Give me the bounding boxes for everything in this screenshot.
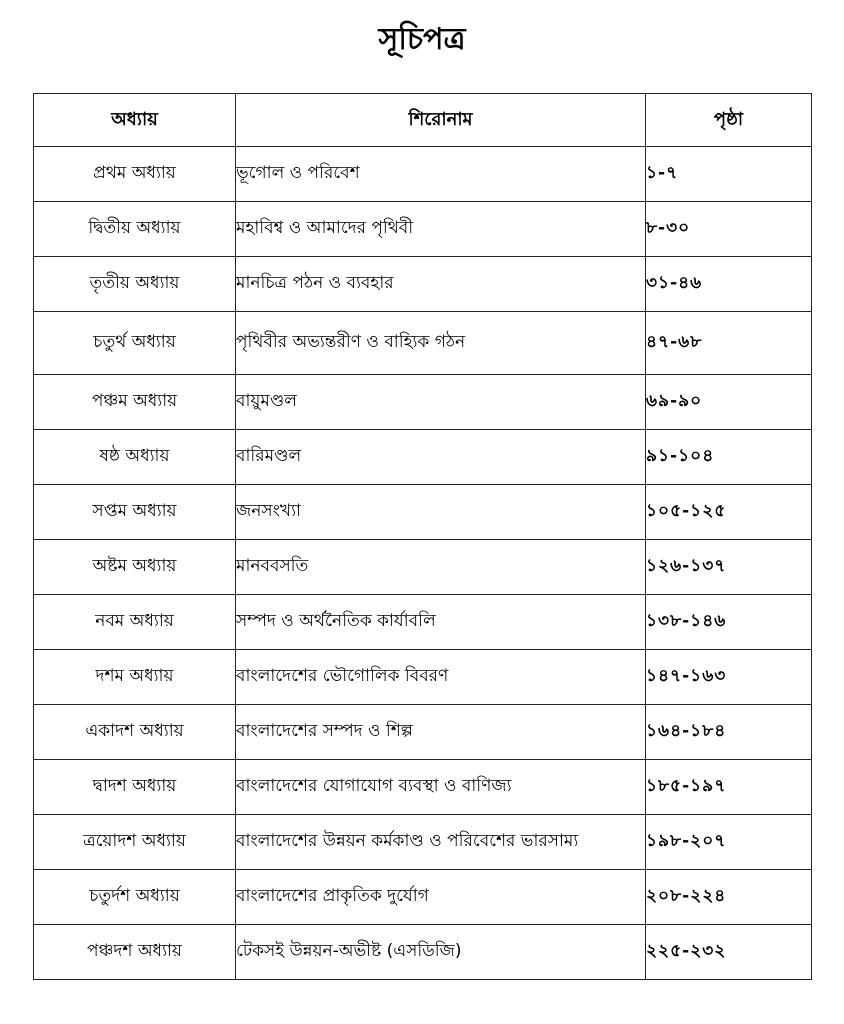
pages-cell: ১৮৫-১৯৭ [646, 760, 812, 815]
heading-cell: বাংলাদেশের যোগাযোগ ব্যবস্থা ও বাণিজ্য [236, 760, 646, 815]
heading-cell: সম্পদ ও অর্থনৈতিক কার্যাবলি [236, 595, 646, 650]
heading-cell: বাংলাদেশের সম্পদ ও শিল্প [236, 705, 646, 760]
chapter-cell: দ্বাদশ অধ্যায় [34, 760, 236, 815]
chapter-cell: পঞ্চম অধ্যায় [34, 375, 236, 430]
table-row [34, 257, 812, 312]
pages-cell: ১৯৮-২০৭ [646, 815, 812, 870]
page-title: সূচিপত্র [378, 22, 466, 57]
chapter-cell: পঞ্চদশ অধ্যায় [34, 925, 236, 980]
table-row [34, 925, 812, 980]
heading-cell: মানচিত্র পঠন ও ব্যবহার [236, 257, 646, 312]
pages-cell: ৮-৩০ [646, 202, 812, 257]
table-row [34, 147, 812, 202]
table-row [34, 312, 812, 375]
chapter-cell: তৃতীয় অধ্যায় [34, 257, 236, 312]
heading-cell: পৃথিবীর অভ্যন্তরীণ ও বাহ্যিক গঠন [236, 312, 646, 375]
pages-cell: ৬৯-৯০ [646, 375, 812, 430]
column-header-pages: পৃষ্ঠা [646, 94, 812, 147]
table-row [34, 375, 812, 430]
table-row [34, 815, 812, 870]
heading-cell: বাংলাদেশের ভৌগোলিক বিবরণ [236, 650, 646, 705]
pages-cell: ১৪৭-১৬৩ [646, 650, 812, 705]
heading-cell: মহাবিশ্ব ও আমাদের পৃথিবী [236, 202, 646, 257]
heading-cell: মানববসতি [236, 540, 646, 595]
contents-table [33, 93, 812, 980]
pages-cell: ৯১-১০৪ [646, 430, 812, 485]
chapter-cell: অষ্টম অধ্যায় [34, 540, 236, 595]
chapter-cell: ষষ্ঠ অধ্যায় [34, 430, 236, 485]
table-row [34, 705, 812, 760]
heading-cell: বাংলাদেশের উন্নয়ন কর্মকাণ্ড ও পরিবেশের ভারসাম্য [236, 815, 646, 870]
chapter-cell: দশম অধ্যায় [34, 650, 236, 705]
chapter-cell: চতুর্থ অধ্যায় [34, 312, 236, 375]
pages-cell: ৪৭-৬৮ [646, 312, 812, 375]
chapter-cell: দ্বিতীয় অধ্যায় [34, 202, 236, 257]
table-row [34, 430, 812, 485]
table-row [34, 485, 812, 540]
chapter-cell: একাদশ অধ্যায় [34, 705, 236, 760]
pages-cell: ১-৭ [646, 147, 812, 202]
table-row [34, 870, 812, 925]
pages-cell: ১৬৪-১৮৪ [646, 705, 812, 760]
pages-cell: ২০৮-২২৪ [646, 870, 812, 925]
pages-cell: ৩১-৪৬ [646, 257, 812, 312]
table-row [34, 760, 812, 815]
chapter-cell: ত্রয়োদশ অধ্যায় [34, 815, 236, 870]
column-header-heading: শিরোনাম [236, 94, 646, 147]
pages-cell: ২২৫-২৩২ [646, 925, 812, 980]
chapter-cell: প্রথম অধ্যায় [34, 147, 236, 202]
column-header-chapter: অধ্যায় [34, 94, 236, 147]
heading-cell: জনসংখ্যা [236, 485, 646, 540]
table-row [34, 650, 812, 705]
heading-cell: বাংলাদেশের প্রাকৃতিক দুর্যোগ [236, 870, 646, 925]
heading-cell: বায়ুমণ্ডল [236, 375, 646, 430]
chapter-cell: সপ্তম অধ্যায় [34, 485, 236, 540]
pages-cell: ১২৬-১৩৭ [646, 540, 812, 595]
table-row [34, 202, 812, 257]
pages-cell: ১০৫-১২৫ [646, 485, 812, 540]
pages-cell: ১৩৮-১৪৬ [646, 595, 812, 650]
heading-cell: ভূগোল ও পরিবেশ [236, 147, 646, 202]
table-row [34, 595, 812, 650]
header-row [34, 94, 812, 147]
heading-cell: বারিমণ্ডল [236, 430, 646, 485]
chapter-cell: নবম অধ্যায় [34, 595, 236, 650]
heading-cell: টেকসই উন্নয়ন-অভীষ্ট (এসডিজি) [236, 925, 646, 980]
table-row [34, 540, 812, 595]
chapter-cell: চতুর্দশ অধ্যায় [34, 870, 236, 925]
